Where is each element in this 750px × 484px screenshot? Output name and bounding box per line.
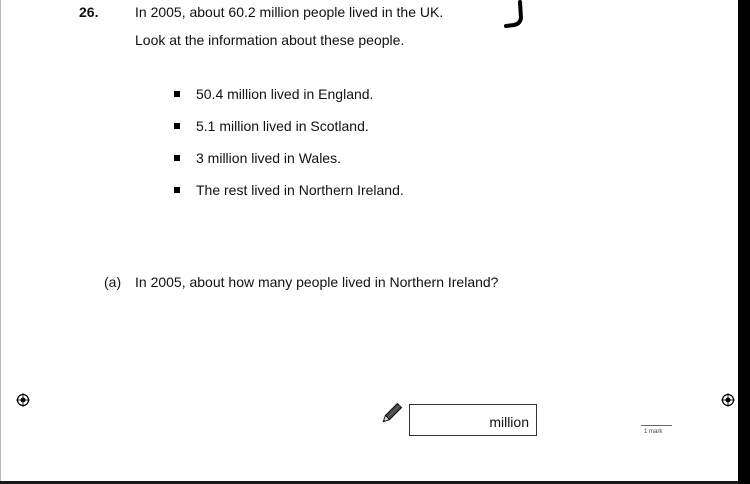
- bullet-text: 3 million lived in Wales.: [196, 150, 341, 166]
- answer-unit: million: [489, 414, 529, 430]
- mark-line: [641, 425, 672, 426]
- bullet-text: 5.1 million lived in Scotland.: [196, 118, 369, 134]
- question-stem: In 2005, about 60.2 million people lived in the UK.: [135, 4, 444, 20]
- question-number: 26.: [79, 4, 99, 20]
- mark-allocation: 1 mark: [644, 429, 663, 435]
- crosshair-target-icon: [721, 393, 735, 407]
- square-bullet-icon: [174, 123, 180, 129]
- bullet-item: [174, 182, 404, 214]
- square-bullet-icon: [174, 91, 180, 97]
- part-a-question: In 2005, about how many people lived in Northern Ireland?: [135, 274, 499, 290]
- square-bullet-icon: [174, 155, 180, 161]
- bullet-item: [174, 86, 404, 118]
- pencil-icon: [379, 402, 403, 426]
- answer-box[interactable]: [409, 404, 537, 436]
- bullet-item: [174, 118, 404, 150]
- right-edge: [738, 0, 750, 484]
- square-bullet-icon: [174, 187, 180, 193]
- bullet-text: 50.4 million lived in England.: [196, 86, 374, 102]
- part-a-label: (a): [104, 274, 122, 290]
- bullet-item: [174, 150, 404, 182]
- bullet-text: The rest lived in Northern Ireland.: [196, 182, 404, 198]
- bullet-list: [174, 86, 404, 214]
- pen-scribble-mark: [501, 0, 531, 34]
- crosshair-target-icon: [16, 393, 30, 407]
- question-instruction: Look at the information about these people.: [135, 32, 405, 48]
